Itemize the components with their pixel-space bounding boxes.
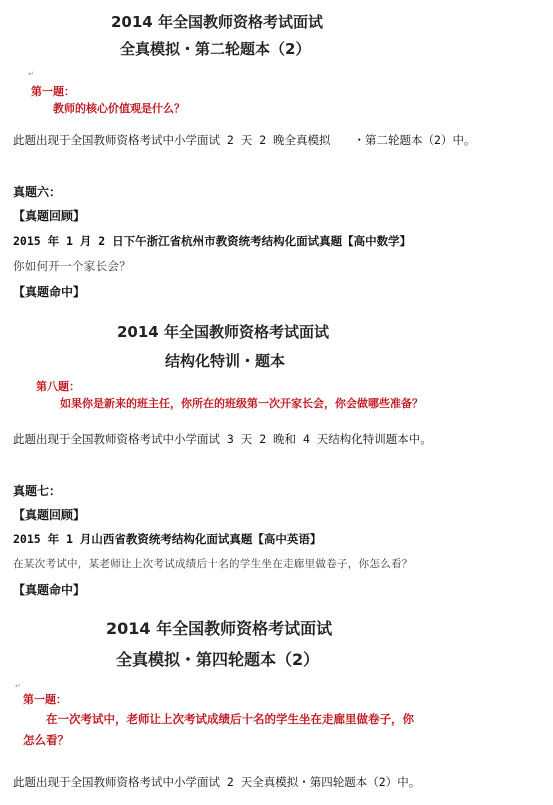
- section5-title-line1: 2014 年全国教师资格考试面试: [106, 619, 333, 638]
- section3-title-line2: 结构化特训・题本: [165, 352, 286, 370]
- section5-question-text-line1: 在一次考试中，老师让上次考试成绩后十名的学生坐在走廊里做卷子，你: [46, 712, 414, 726]
- section4-hit-label: 【真题命中】: [13, 583, 86, 597]
- section3-question-label: 第八题：: [36, 380, 80, 393]
- section1-title-line1: 2014 年全国教师资格考试面试: [111, 13, 323, 31]
- section2-hit-label: 【真题命中】: [13, 285, 86, 299]
- section3-title-line1: 2014 年全国教师资格考试面试: [117, 323, 329, 341]
- section4-review-label: 【真题回顾】: [13, 508, 86, 522]
- paragraph-mark: ↵: [15, 682, 21, 690]
- section2-heading: 真题六：: [13, 185, 62, 199]
- section4-question: 在某次考试中，某老师让上次考试成绩后十名的学生坐在走廊里做卷子，你怎么看？: [13, 558, 413, 570]
- section2-question: 你如何开一个家长会？: [13, 259, 131, 273]
- section1-source-note: 此题出现于全国教师资格考试中小学面试 2 天 2 晚全真模拟 ・第二轮题本（2）中。: [13, 133, 476, 147]
- section4-heading: 真题七：: [13, 484, 62, 498]
- section1-question-label: 第一题：: [31, 85, 75, 98]
- section5-source-note: 此题出现于全国教师资格考试中小学面试 2 天全真模拟・第四轮题本（2）中。: [13, 775, 421, 789]
- section1-title-line2: 全真模拟・第二轮题本（2）: [120, 40, 311, 58]
- section5-question-label: 第一题：: [23, 693, 67, 706]
- section2-exam-info: 2015 年 1 月 2 日下午浙江省杭州市教资统考结构化面试真题【高中数学】: [13, 234, 412, 248]
- section3-source-note: 此题出现于全国教师资格考试中小学面试 3 天 2 晚和 4 天结构化特训题本中。: [13, 432, 432, 446]
- section3-question-text: 如果你是新来的班主任，你所在的班级第一次开家长会，你会做哪些准备？: [60, 397, 423, 410]
- section5-question-text-line2: 怎么看？: [23, 733, 69, 747]
- section4-exam-info: 2015 年 1 月山西省教资统考结构化面试真题【高中英语】: [13, 532, 322, 546]
- section5-title-line2: 全真模拟・第四轮题本（2）: [116, 650, 320, 669]
- section2-review-label: 【真题回顾】: [13, 209, 86, 223]
- paragraph-mark: ↵: [28, 70, 34, 78]
- section1-question-text: 教师的核心价值观是什么？: [53, 102, 185, 115]
